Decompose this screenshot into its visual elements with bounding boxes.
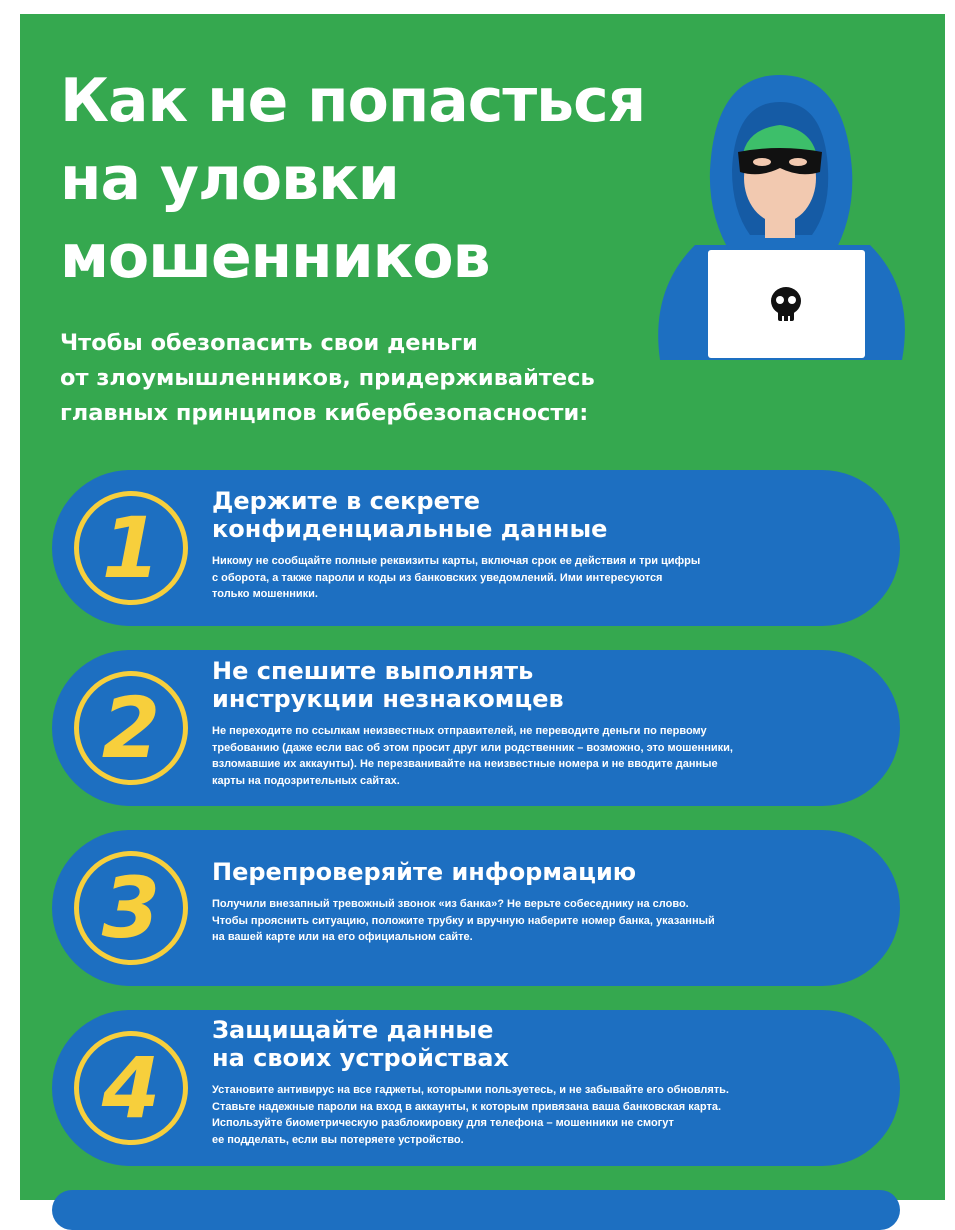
page-title <box>60 62 645 296</box>
number-badge <box>74 851 188 965</box>
card-text-line: Чтобы прояснить ситуацию, положите трубку и вручную наберите номер банка, указанный <box>212 914 715 927</box>
card-text <box>212 553 852 603</box>
card-title-line: Защищайте данные <box>212 1016 494 1044</box>
card-text-line: взломавшие их аккаунты). Не перезванивайте на неизвестные номера и не вводите данные <box>212 758 718 770</box>
hacker-illustration <box>640 60 925 370</box>
card-title <box>212 657 852 713</box>
card-title-line: Держите в секрете <box>212 487 481 515</box>
card-text-line: Никому не сообщайте полные реквизиты карты, включая срок ее действия и три цифры <box>212 555 701 567</box>
card-3 <box>52 830 900 986</box>
card-number: 3 <box>101 859 161 957</box>
subtitle-line: от злоумышленников, придерживайтесь <box>60 365 595 391</box>
card-text-line: Получили внезапный тревожный звонок «из банка»? Не верьте собеседнику на слово. <box>212 898 689 910</box>
card-title-line: инструкции незнакомцев <box>212 685 564 713</box>
card-title-line: на своих устройствах <box>212 1044 509 1072</box>
title-line: Как не попасться <box>60 66 646 136</box>
card-title <box>212 487 852 543</box>
number-badge <box>74 491 188 605</box>
card-title <box>212 858 852 886</box>
card-text-line: ее подделать, если вы потеряете устройство. <box>212 1133 464 1146</box>
card-4 <box>52 1010 900 1166</box>
card-text-line: на вашей карте или на его официальном сайте. <box>212 931 473 943</box>
card-text-line: требованию (даже если вас об этом просит друг или родственник – возможно, это мошенники, <box>212 741 733 754</box>
card-text-line: карты на подозрительных сайтах. <box>212 774 400 787</box>
card-1 <box>52 470 900 626</box>
card-text-line: Не переходите по ссылкам неизвестных отправителей, не переводите деньги по первому <box>212 725 707 737</box>
subtitle <box>60 326 595 431</box>
card-text <box>212 1082 852 1148</box>
card-title-line: Перепроверяйте информацию <box>212 858 637 886</box>
card-text-line: Ставьте надежные пароли на вход в аккаунты, к которым привязана ваша банковская карта. <box>212 1100 722 1113</box>
hacker-icon <box>640 60 925 370</box>
subtitle-line: Чтобы обезопасить свои деньги <box>60 330 478 356</box>
subtitle-line: главных принципов кибербезопасности: <box>60 400 589 426</box>
title-line: на уловки <box>60 144 399 214</box>
title-line: мошенников <box>60 222 490 292</box>
card-text-line: с оборота, а также пароли и коды из банковских уведомлений. Ими интересуются <box>212 571 663 584</box>
card-text-line: Установите антивирус на все гаджеты, которыми пользуетесь, и не забывайте его обновлять. <box>212 1084 729 1096</box>
card-text-line: Используйте биометрическую разблокировку для телефона – мошенники не смогут <box>212 1117 674 1129</box>
card-number: 2 <box>101 679 161 777</box>
card-text <box>212 896 852 946</box>
bottom-bar <box>52 1190 900 1230</box>
card-number: 1 <box>101 499 161 597</box>
card-title-line: конфиденциальные данные <box>212 515 608 543</box>
number-badge <box>74 671 188 785</box>
card-number: 4 <box>101 1039 161 1137</box>
card-title-line: Не спешите выполнять <box>212 657 534 685</box>
card-text-line: только мошенники. <box>212 588 318 600</box>
number-badge <box>74 1031 188 1145</box>
card-title <box>212 1016 852 1072</box>
card-2 <box>52 650 900 806</box>
card-text <box>212 723 852 789</box>
